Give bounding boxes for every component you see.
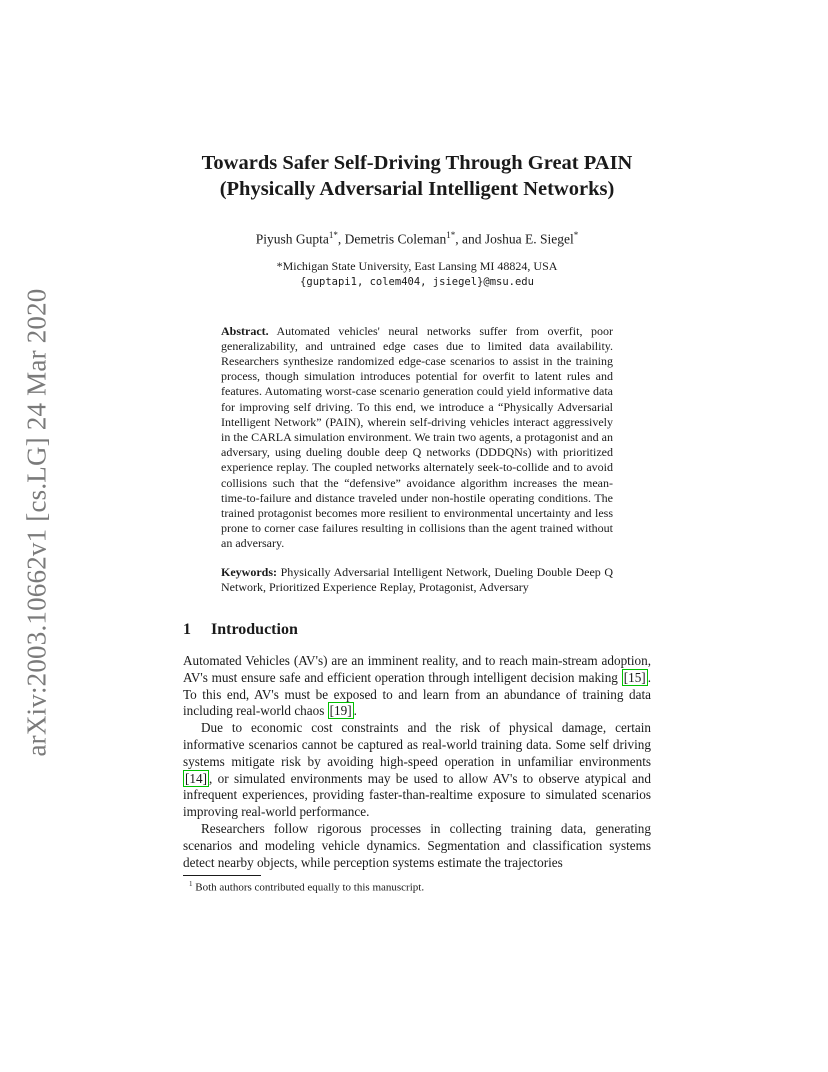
author-mark: 1* xyxy=(446,230,456,240)
arxiv-identifier-text: arXiv:2003.10662v1 [cs.LG] 24 Mar 2020 xyxy=(21,287,52,757)
paper-title xyxy=(183,150,651,202)
arxiv-identifier-stamp xyxy=(17,282,57,762)
author-emails: {guptapi1, colem404, jsiegel}@msu.edu xyxy=(300,275,534,288)
section-title: Introduction xyxy=(211,620,298,638)
paragraph: Researchers follow rigorous processes in collecting training data, generating scenarios and modeling vehicle dynamics. Segmentation and classification systems detect nearby objects, while perception systems estimate the trajectories xyxy=(183,820,651,870)
citation-link[interactable]: [14] xyxy=(185,770,207,786)
author-separator: , and xyxy=(455,231,485,247)
author-mark: 1* xyxy=(328,230,338,240)
paragraph xyxy=(183,653,651,720)
author-list xyxy=(183,230,651,248)
paragraph-text: . xyxy=(353,703,357,719)
citation-link[interactable]: [19] xyxy=(329,703,352,719)
affiliation: *Michigan State University, East Lansing MI 48824, USA xyxy=(276,258,558,273)
abstract-text: Automated vehicles' neural networks suffer from overfit, poor generalizability, and untrained edge cases due to limited data availability. Researchers synthesize randomized edge-case scenarios to assist in the training process, though simulation introduces potential for overfit to latent rules and features. Automating worst-case scenario generation could yield informative data for improving self driving. To this end, we introduce a “Physically Adversarial Intelligent Network” (PAIN), wherein self-driving vehicles interact aggressively in the CARLA simulation environment. We train two agents, a protagonist and an adversary, using dueling double deep Q networks (DDDQNs) with prioritized experience replay. The coupled networks alternately seek-to-collide and to avoid collisions such that the “defensive” avoidance algorithm increases the mean-time-to-failure and distance traveled under non-hostile operating conditions. The trained protagonist becomes more resilient to environmental uncertainty and less prone to corner case failures resulting in collisions than the agent trained without an adversary. xyxy=(221,323,613,551)
author-name: Piyush Gupta xyxy=(255,231,329,247)
author-separator: , xyxy=(337,231,345,247)
paragraph-text: . To this end, AV's must be exposed to and learn from an abundance of training data including real-world chaos xyxy=(183,669,651,719)
section-heading xyxy=(183,621,651,639)
footnote-text: Both authors contributed equally to this manuscript. xyxy=(195,881,425,894)
footnote-mark: 1 xyxy=(189,880,193,889)
paper-page xyxy=(183,150,651,896)
author-name: Demetris Coleman xyxy=(344,231,447,247)
paragraph-text: Due to economic cost constraints and the risk of physical damage, certain informative scenarios cannot be captured as real-world training data. Some self driving systems mitigate risk by avoiding high-speed operation in unfamiliar environments xyxy=(183,720,651,769)
introduction-body xyxy=(183,653,651,871)
keywords-label: Keywords: xyxy=(221,564,277,579)
paragraph-text: , or simulated environments may be used to allow AV's to observe atypical and infrequent experiences, providing faster-than-realtime exposure to simulated scenarios improving real-world performance. xyxy=(183,770,651,820)
paragraph-text: Automated Vehicles (AV's) are an imminent reality, and to reach main-stream adoption, AV's must ensure safe and efficient operation through intelligent decision making xyxy=(183,652,651,685)
keywords xyxy=(221,565,613,595)
abstract xyxy=(221,324,613,552)
author-mark: * xyxy=(573,230,579,240)
paragraph xyxy=(183,720,651,821)
title-line-1: Towards Safer Self-Driving Through Great PAIN xyxy=(201,152,633,174)
abstract-label: Abstract. xyxy=(221,323,269,338)
author-name: Joshua E. Siegel xyxy=(484,231,574,247)
keywords-text: Physically Adversarial Intelligent Network, Dueling Double Deep Q Network, Prioritized Experience Replay, Protagonist, Adversary xyxy=(221,564,614,594)
title-line-2: (Physically Adversarial Intelligent Networks) xyxy=(219,178,615,200)
citation-link[interactable]: [15] xyxy=(623,669,646,685)
section-number: 1 xyxy=(183,620,191,638)
footnote xyxy=(189,876,651,896)
